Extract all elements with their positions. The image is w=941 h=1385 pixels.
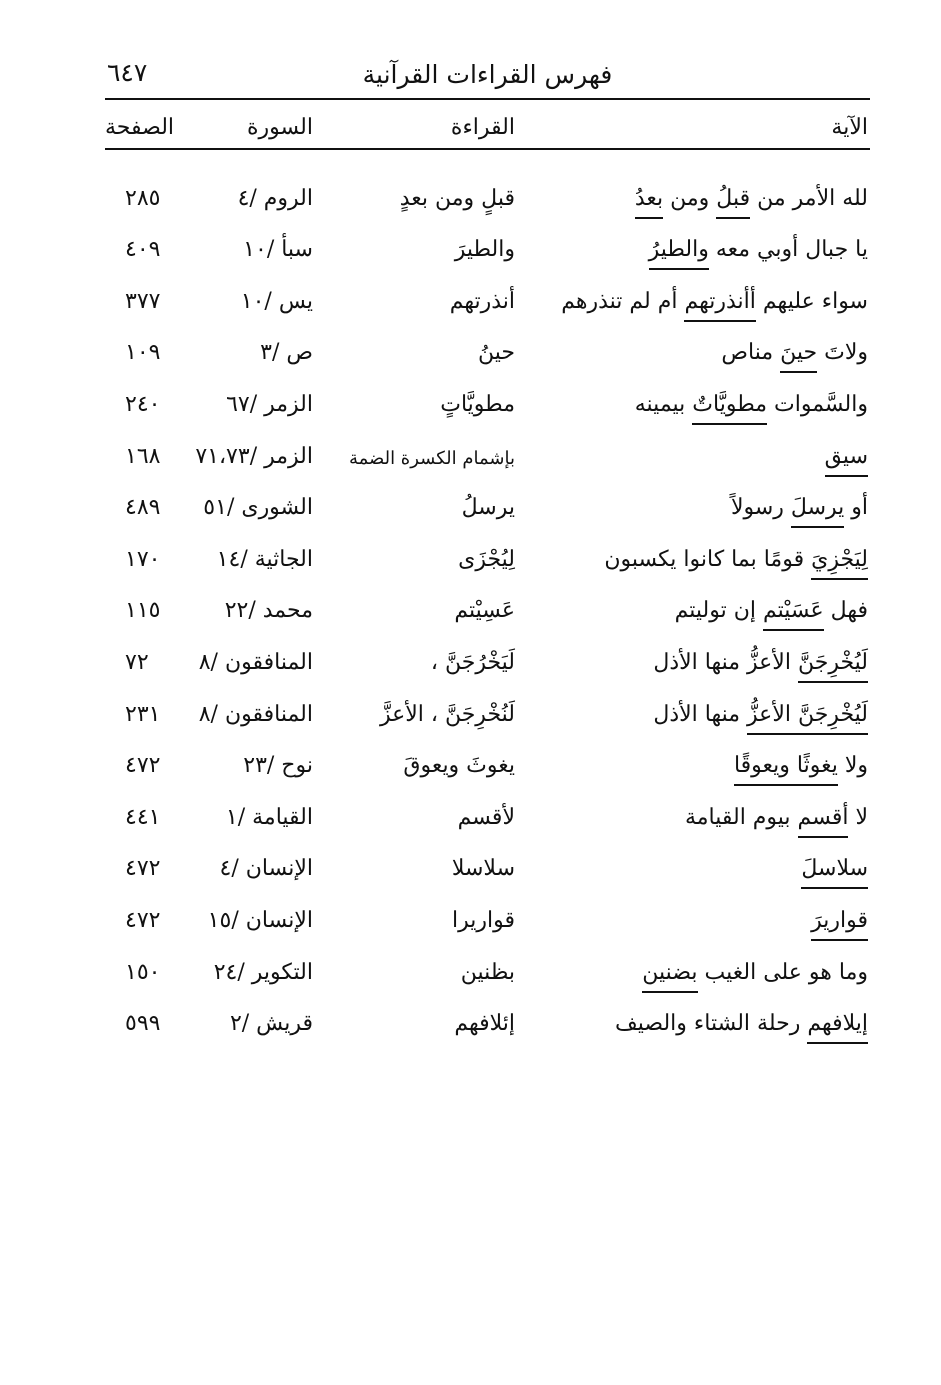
ayah-cell (525, 858, 870, 890)
reading-cell: والطيرَ (454, 237, 515, 263)
page-cell: ١٦٨ (125, 443, 161, 469)
table-row (105, 323, 870, 375)
header-reading: القراءة (450, 115, 515, 140)
surah-cell: القيامة /١ (225, 804, 313, 830)
running-title: فهرس القراءات القرآنية (362, 60, 613, 89)
index-page (105, 52, 870, 1045)
page-cell: ٤٠٩ (125, 237, 161, 263)
surah-cell: ص /٣ (260, 340, 313, 366)
underlined-word: لَيُخْرِجَنَّ الأعزُّ (747, 702, 868, 735)
table-row (105, 271, 870, 323)
reading-cell: حينُ (478, 340, 515, 366)
ayah-cell (525, 649, 870, 684)
reading-cell: يرسلُ (461, 495, 515, 521)
ayah-cell (525, 1013, 870, 1045)
underlined-word: أأنذرتهم (684, 289, 755, 322)
underlined-word: سلاسلَ (801, 856, 868, 889)
surah-cell: الشورى /٥١ (203, 495, 313, 521)
table-row (105, 478, 870, 530)
page-cell: ٤٨٩ (125, 495, 161, 521)
underlined-word: سيق (825, 444, 868, 477)
ayah-cell (525, 600, 870, 632)
ayah-text: ومن (663, 185, 717, 211)
reading-cell: لأقسم (457, 804, 515, 830)
surah-cell: محمد /٢٢ (224, 598, 313, 624)
ayah-text: ولا (837, 753, 868, 779)
surah-cell: نوح /٢٣ (243, 753, 313, 779)
table-row (105, 787, 870, 839)
page-cell: ٢٤٠ (125, 391, 161, 417)
ayah-text: لا (848, 804, 868, 830)
underlined-word: قبلُ (716, 186, 750, 219)
ayah-cell (525, 391, 870, 426)
underlined-word: لِيَجْزِيَ (811, 547, 868, 580)
ayah-cell (525, 701, 870, 736)
underlined-word: بعدُ (635, 186, 663, 219)
reading-cell: قواريرا (452, 907, 515, 933)
table-row (105, 994, 870, 1046)
ayah-text: مناص (721, 340, 781, 366)
table-row (105, 426, 870, 478)
underlined-word: بضنين (642, 960, 697, 993)
underlined-word: والطيرُ (649, 237, 709, 270)
reading-cell: لَنُخْرِجَنَّ ، الأعزَّ (379, 701, 515, 727)
underlined-word: يرسلَ (791, 495, 844, 528)
underlined-word: عَسَيْتم (763, 598, 824, 631)
table-row (105, 942, 870, 994)
ayah-text: منها الأذل (653, 701, 748, 727)
surah-cell: سبأ /١٠ (243, 237, 313, 263)
table-row (105, 220, 870, 272)
ayah-text: رحلة الشتاء والصيف (614, 1011, 808, 1037)
page-number: ٦٤٧ (107, 58, 148, 87)
ayah-text: فهل (823, 598, 868, 624)
ayah-text: والسَّموات (767, 391, 868, 417)
ayah-text: بيوم القيامة (684, 804, 798, 830)
ayah-cell (525, 804, 870, 839)
underlined-word: أقسم (798, 805, 849, 838)
reading-cell: سلاسلا (451, 856, 515, 882)
ayah-text: أم لم تنذرهم (561, 288, 685, 314)
ayah-cell (525, 342, 870, 374)
ayah-text: لله الأمر من (750, 185, 868, 211)
underlined-word: لَيُخْرِجَنَّ (798, 650, 868, 683)
page-cell: ٤٧٢ (125, 907, 161, 933)
ayah-text: قومًا بما كانوا يكسبون (604, 546, 812, 572)
ayah-cell (525, 443, 870, 478)
underlined-word: قواريرَ (811, 908, 868, 941)
surah-cell: التكوير /٢٤ (213, 959, 313, 985)
table-row (105, 581, 870, 633)
surah-cell: الإنسان /٤ (219, 856, 313, 882)
table-row (105, 684, 870, 736)
underlined-word: إيلافهم (807, 1011, 868, 1044)
page-cell: ١٠٩ (125, 340, 161, 366)
table-row (105, 839, 870, 891)
surah-cell: يس /١٠ (240, 288, 313, 314)
index-table (105, 150, 870, 1045)
ayah-text: أو (844, 495, 868, 521)
ayah-cell (525, 907, 870, 942)
reading-cell: عَسِيْتم (454, 598, 515, 624)
surah-cell: الزمر /٧١،٧٣ (195, 443, 313, 469)
reading-cell: بإشمام الكسرة الضمة (348, 447, 515, 469)
table-row (105, 529, 870, 581)
ayah-cell (525, 288, 870, 323)
table-row (105, 168, 870, 220)
underlined-word: حينَ (780, 340, 817, 373)
table-row (105, 632, 870, 684)
reading-cell: لَيَخْرُجَنَّ ، (430, 649, 515, 675)
reading-cell: يغوثَ ويعوقَ (403, 753, 515, 779)
header-page: الصفحة (105, 115, 175, 140)
header-surah: السورة (247, 115, 313, 140)
page-cell: ١١٥ (125, 598, 161, 624)
surah-cell: المنافقون /٨ (198, 649, 313, 675)
reading-cell: إئلافهم (454, 1011, 515, 1037)
table-row (105, 890, 870, 942)
reading-cell: بظنين (460, 959, 515, 985)
ayah-text: إن توليتم (674, 598, 764, 624)
page-cell: ١٥٠ (125, 959, 161, 985)
page-cell: ٢٣١ (125, 701, 161, 727)
page-cell: ٧٢ (125, 649, 149, 675)
running-head (105, 52, 870, 98)
page-cell: ٥٩٩ (125, 1011, 161, 1037)
table-row (105, 374, 870, 426)
surah-cell: الزمر /٦٧ (226, 391, 313, 417)
ayah-text: سواء عليهم (755, 288, 868, 314)
ayah-cell (525, 497, 870, 529)
ayah-cell (525, 755, 870, 787)
page-cell: ٤٧٢ (125, 753, 161, 779)
ayah-text: بيمينه (634, 391, 693, 417)
surah-cell: الجاثية /١٤ (216, 546, 313, 572)
surah-cell: الروم /٤ (237, 185, 313, 211)
page-cell: ٤٧٢ (125, 856, 161, 882)
header-ayah: الآية (831, 115, 868, 140)
underlined-word: يغوثًا ويعوقًا (734, 753, 838, 786)
ayah-text: وما هو على الغيب (697, 959, 868, 985)
reading-cell: مطويَّاتٍ (440, 391, 515, 417)
ayah-text: يا جبال أوبي معه (708, 237, 868, 263)
table-row (105, 736, 870, 788)
column-headers (105, 100, 870, 148)
reading-cell: أنذرتهم (449, 288, 515, 314)
page-cell: ١٧٠ (125, 546, 161, 572)
ayah-cell (525, 546, 870, 581)
reading-cell: لِيُجْزَى (458, 546, 515, 572)
page-cell: ٣٧٧ (125, 288, 161, 314)
page-cell: ٢٨٥ (125, 185, 161, 211)
surah-cell: الإنسان /١٥ (207, 907, 313, 933)
ayah-cell (525, 239, 870, 271)
surah-cell: قريش /٢ (229, 1011, 313, 1037)
ayah-text: رسولاً (730, 495, 791, 521)
underlined-word: مطويَّاتٌ (692, 392, 767, 425)
ayah-cell (525, 959, 870, 994)
ayah-cell (525, 185, 870, 220)
surah-cell: المنافقون /٨ (198, 701, 313, 727)
ayah-text: الأعزُّ منها الأذل (653, 649, 798, 675)
page-cell: ٤٤١ (125, 804, 161, 830)
ayah-text: ولاتَ (817, 340, 868, 366)
reading-cell: قبلٍ ومن بعدٍ (399, 185, 515, 211)
